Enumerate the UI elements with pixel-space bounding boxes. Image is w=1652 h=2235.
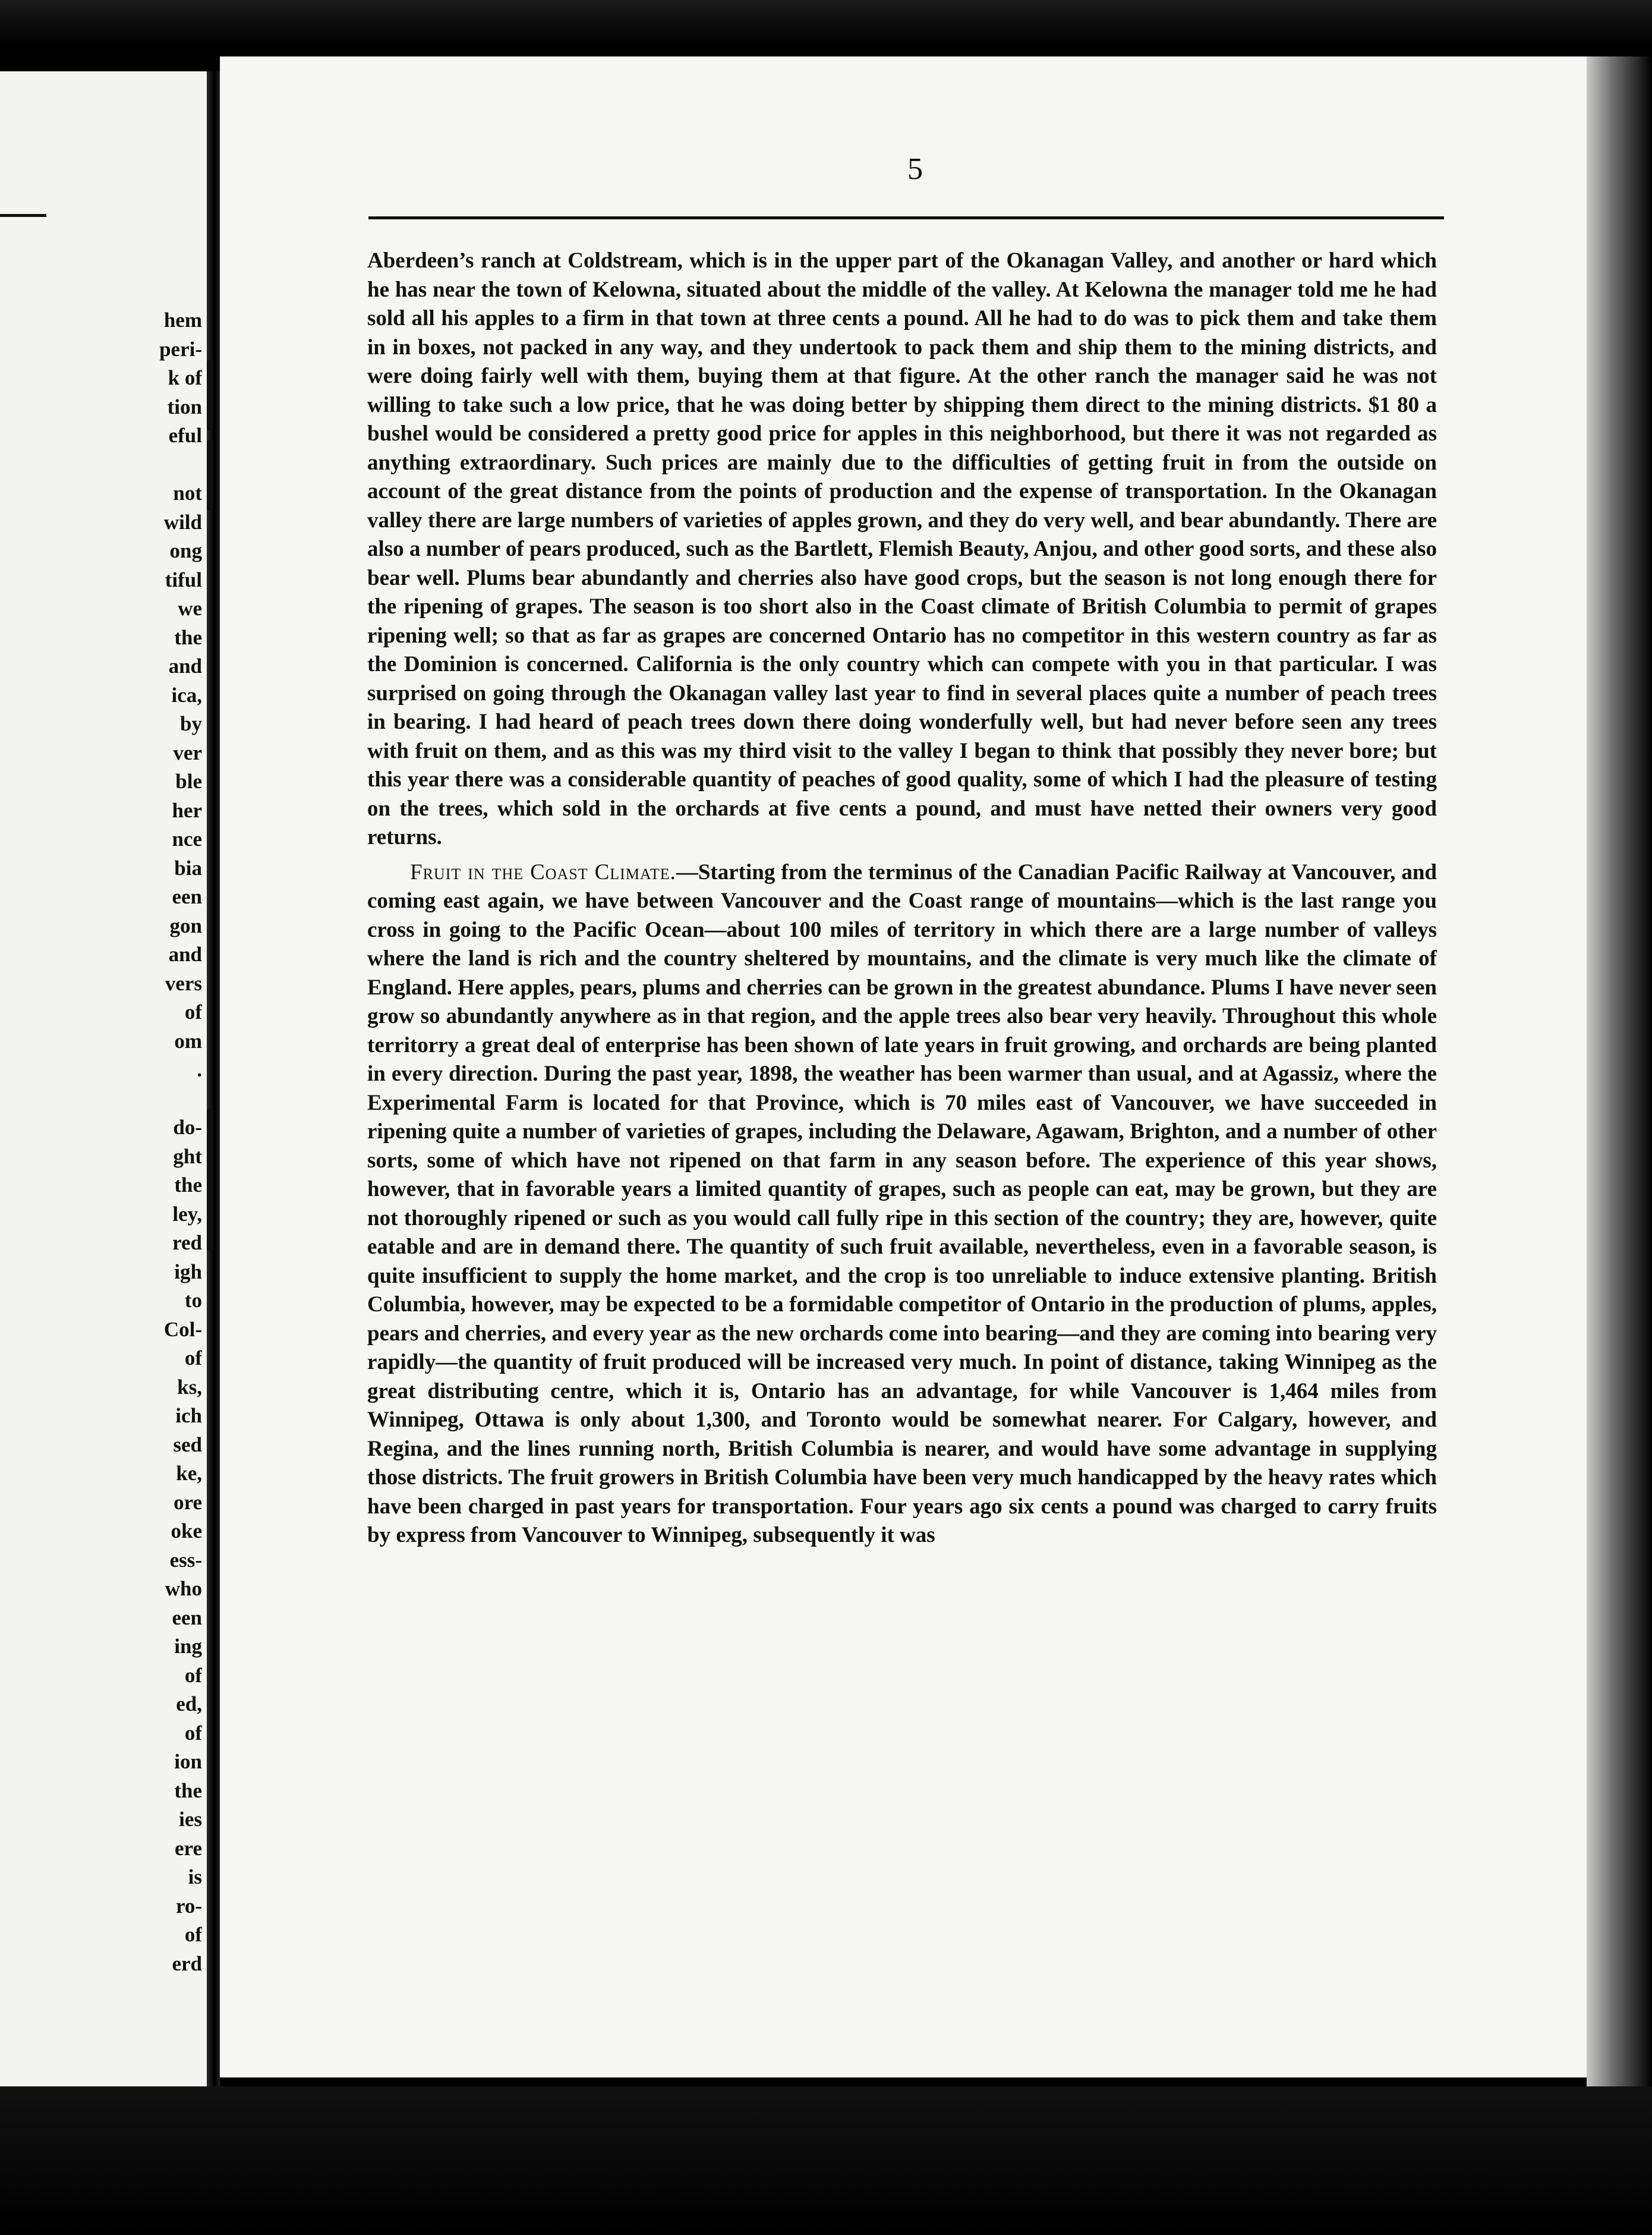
facing-page-line: een — [172, 1606, 202, 1629]
facing-page-line: erd — [172, 1951, 202, 1975]
facing-page-line: k of — [168, 366, 202, 389]
facing-page-rule — [0, 214, 46, 217]
facing-page-line: ong — [169, 539, 202, 562]
facing-page-line: ke, — [176, 1462, 202, 1485]
facing-page-line: tiful — [165, 568, 202, 591]
facing-page-line: of — [184, 1000, 202, 1024]
facing-page-line: by — [180, 712, 202, 735]
facing-page-line: of — [184, 1663, 202, 1687]
scan-edge-bottom — [0, 2086, 1652, 2235]
facing-page-line: gon — [169, 914, 202, 937]
facing-page-line: is — [188, 1865, 202, 1888]
facing-page-line: om — [174, 1029, 202, 1053]
facing-page-line: ore — [174, 1490, 202, 1514]
facing-page-line: nce — [172, 827, 202, 851]
facing-page-line: ed, — [176, 1692, 202, 1715]
facing-page-line: the — [174, 1173, 202, 1197]
facing-page-line: her — [172, 798, 202, 822]
facing-page-line: peri- — [159, 337, 202, 361]
page-edge-shadow — [1587, 56, 1652, 2149]
facing-page-line: of — [184, 1923, 202, 1946]
facing-page-line: vers — [165, 971, 202, 995]
facing-page-line: eful — [168, 424, 202, 447]
facing-page-line: . — [197, 1058, 202, 1081]
facing-page-line: and — [168, 654, 202, 678]
facing-page-line — [0, 451, 202, 480]
facing-page-line: ght — [173, 1144, 202, 1168]
facing-page-line: Col- — [163, 1317, 202, 1341]
facing-page-fragment — [0, 71, 207, 2086]
facing-page-line: ion — [174, 1750, 202, 1773]
facing-page-line: ess- — [169, 1548, 202, 1572]
facing-page-line: oke — [171, 1519, 202, 1543]
facing-page-line: of — [184, 1721, 202, 1745]
facing-page-line: bia — [174, 856, 202, 880]
facing-page-line: do- — [173, 1116, 202, 1139]
facing-page-line: ble — [175, 770, 202, 793]
facing-page-line: the — [174, 1778, 202, 1802]
binding-mark — [207, 440, 213, 511]
facing-page-line: to — [184, 1289, 202, 1312]
facing-page-line: ley, — [172, 1202, 202, 1226]
paragraph — [367, 858, 1437, 1550]
facing-page-line: ich — [175, 1404, 202, 1427]
facing-page-line: ies — [179, 1808, 202, 1831]
facing-page-line: ere — [175, 1836, 202, 1860]
facing-page-line: not — [173, 481, 202, 505]
facing-page-line: ver — [173, 741, 202, 764]
paragraph: Aberdeen’s ranch at Coldstream, which is in the upper part of the Okanagan Valley, and another or hard which he has near the town of Kelowna, situated about the middle of the valley. At Kelowna the manager told me he had sold all his apples to a firm in that town at three cents a pound. All he had to do was to pick them and take them in in boxes, not packed in any way, and they undertook to pack them and ship them to the mining districts, and were doing fairly well with them, buying them at that figure. At the other ranch the manager said he was not willing to take such a low price, that he was doing better by shipping them direct to the mining districts. $1 80 a bushel would be considered a pretty good price for apples in this neighborhood, but there it was not regarded as anything extraordinary. Such prices are mainly due to the difficulties of getting fruit in from the outside on account of the great distance from the points of production and the expense of transportation. In the Okanagan valley there are large numbers of varieties of apples grown, and they do very well, and bear abundantly. There are also a number of pears produced, such as the Bartlett, Flemish Beauty, Anjou, and other good sorts, and these also bear well. Plums bear abundantly and cherries also have good crops, but the season is not long enough there for the ripening of grapes. The season is too short also in the Coast climate of British Columbia to permit of grapes ripening well; so that as far as grapes are concerned Ontario has no competitor in this western country as far as the Dominion is concerned. California is the only country which can compete with you in that particular. I was surprised on going through the Okanagan valley last year to find in several places quite a number of peach trees in bearing. I had heard of peach trees down there doing wonderfully well, but had never before seen any trees with fruit on them, and as this was my third visit to the valley I began to think that possibly they never bore; but this year there was a considerable quantity of peaches of good quality, some of which I had the pleasure of testing on the trees, which sold in the orchards at five cents a pound, and must have netted their owners very good returns. — [367, 248, 1437, 849]
facing-page-line: ica, — [171, 683, 202, 707]
facing-page-line: tion — [167, 395, 202, 418]
facing-page-line: ro- — [175, 1894, 202, 1918]
facing-page-line: wild — [163, 510, 202, 534]
header-rule — [368, 216, 1444, 219]
facing-page-text — [0, 306, 202, 1978]
facing-page-line: who — [165, 1577, 202, 1600]
facing-page-line: ing — [174, 1635, 202, 1658]
facing-page-line: and — [168, 943, 202, 966]
scan-edge-top — [0, 0, 1652, 48]
facing-page-line — [0, 1085, 202, 1114]
facing-page-line: sed — [173, 1433, 202, 1456]
facing-page-line: hem — [163, 309, 202, 332]
facing-page-line: een — [172, 885, 202, 908]
section-heading: Fruit in the Coast Climate. — [410, 860, 676, 884]
binding-mark — [207, 1180, 213, 1251]
facing-page-line: igh — [174, 1260, 202, 1283]
article-body — [367, 247, 1437, 1550]
paragraph-text: —Starting from the terminus of the Canadian Pacific Railway at Vancouver, and coming east again, we have between Vancouver and the Coast range of mountains—which is the last range you cross in going to the Pacific Ocean—about 100 miles of territory in which there are a large number of valleys where the land is rich and the country sheltered by mountains, and the climate is very much like the climate of England. Here apples, pears, plums and cherries can be grown in the greatest abundance. Plums I have never seen grow so abundantly anywhere as in that region, and the apple trees also bear very heavily. Throughout this whole territorry a great deal of enterprise has been shown of late years in fruit growing, and orchards are being planted in every direction. During the past year, 1898, the weather has been warmer than usual, and at Agassiz, where the Experimental Farm is located for that Province, which is 70 miles east of Vancouver, we have succeeded in ripening quite a number of varieties of grapes, including the Delaware, Agawam, Brighton, and a number of other sorts, some of which have not ripened on that farm in any season before. The experience of this year shows, however, that in favorable years a limited quantity of grapes, such as people can eat, may be grown, but they are not thoroughly ripened or such as you would call fully ripe in this section of the country; they are, however, quite eatable and are in demand there. The quantity of such fruit available, nevertheless, even in a favorable season, is quite insufficient to supply the home market, and the crop is too unreliable to induce extensive planting. British Columbia, however, may be expected to be a formidable competitor of Ontario in the production of plums, apples, pears and cherries, and every year as the new orchards come into bearing—and they are coming into bearing very rapidly—the quantity of fruit produced will be increased very much. In point of distance, taking Winnipeg as the great distributing centre, which it is, Ontario has an advantage, for while Vancouver is 1,464 miles from Winnipeg, Ottawa is only about 1,300, and Toronto would be somewhat nearer. For Calgary, however, and Regina, and the lines running north, British Columbia is nearer, and would have some advantage in supplying those districts. The fruit growers in British Columbia have been very much handicapped by the heavy rates which have been charged in past years for transportation. Four years ago six cents a pound was charged to carry fruits by express from Vancouver to Winnipeg, subsequently it was — [367, 860, 1437, 1547]
binding-mark — [207, 360, 213, 431]
facing-page-line: we — [178, 597, 202, 620]
page-number: 5 — [907, 152, 923, 186]
facing-page-line: of — [184, 1346, 202, 1370]
facing-page-line: ks, — [177, 1375, 202, 1399]
facing-page-line: the — [174, 625, 202, 649]
facing-page-line: red — [172, 1231, 202, 1254]
